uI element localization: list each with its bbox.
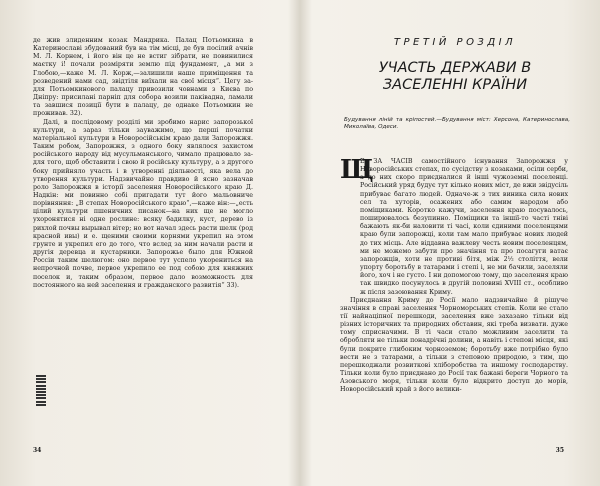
right-paragraph-1: Е ЗА ЧАСІВ самостійного існування Запорожжя у Новоросійських степах, по сусідству з козаками, осіли серби, а до них скоро приєдналися й інші чужоземні поселенці. Російський уряд будує тут кілько нових міст, де вжи звідусіль прибуває багато людей. Одначе-ж з тих виника сила нових сел та хуторів, осажених або самим народом або поміщиками. Коротко кажучи, заселення краю посувалось, поширювалось безупинно. Поміщики та іншії-то часті тніві бажають як-би наловити ті часі, коли єдиними поселенцями краю були запорожці, коли там мало прибуває нових людей до тих місць. Але віддавна важлеву честь новим поселенцям, ми не можемо забути про значіння та про посагуги ватає запорожців, хоти не противі бітя, між 2½ століття, вели упорту боротьбу в татарами і степі і, не ми бачили, заселяли його, хоч і не густо. І ни допомогою тому, що заселення краю так швидко посунулось в другій половині XVIII ст., особливо ж після зазоювання Криму.: [360, 158, 568, 296]
left-page-number: 34: [33, 447, 42, 454]
ornament-bars: [36, 375, 46, 413]
right-page-number: 35: [555, 447, 564, 454]
left-paragraph-1: де жив злиденним козак Мандрика. Палац Потьомкина в Катеринославі збудований був на тім місці, де був посілий ачнів М. Л. Корнем, і його він це не встиг зібрати, не повинилися маєтку і! почали розміряти землю під фундамент, „а ми з Глобою,—каже М. Л. Корж,—залишили наше приміщення та розведений нами сад, звідтіля виїхали на свої місця“. Цегу за-для Потьомкинового палацу привозили човнами з Києва по Дніпру: присилані парніп для собора возили паківадна, ламали та завшися позиції бути в палацу, де однаке Потьомкин не проживав. 32).: [33, 37, 253, 118]
right-page-text: [340, 155, 568, 395]
right-paragraph-2: Приєднання Криму до Росії мало надзвичайне й рішуче значіння в справі заселення Чорноморських степів. Коли не стало тії найнаціпної перешкоди, заселення вже захазано тільки від різних історичних та природних обставин, які треба визвати. дуже тому сприсначими. В ті часи стало можливим заселити та обробляти не тільки понадрічні долини, а навіть і степові місця, які були покрите глибоким чорноземом; боротьбу вже потрібно було вести не з татарами, а тільки з степовою природою, з тим, що перешкоджали розвиткові хліборобства та иншому господарству. Тільки коли було приєднано до Росії так бажані береги Чорного та Азовського моря, тільки коли було відкрито доступ до морів, Новоросійський край з його велики-: [340, 296, 568, 394]
chapter-subtitle: Будування ліній та кріпостей.—Будування міст: Херсона, Катеринослава, Миколаїва, Одеси.: [344, 117, 570, 131]
drop-cap: Щ: [340, 155, 374, 185]
chapter-label: ТРЕТІЙ РОЗДІЛ: [393, 37, 517, 48]
chapter-title-line-2: ЗАСЕЛЕННІ КРАЇНИ: [382, 77, 528, 93]
left-paragraph-2: Далі, в послідовому розділі ми зробимо нарис запорозької культури, а зараз тільки зауважимо, що перші початки матеріальної культури в Новоросійськім краю дали Запорожжя. Таким робом, Запорожжя, з одного боку являлося захистом російського народу від мусульманського, чимало працювало за-для того, щоб обставити і свою й російську культуру, а з другого боку прийняло участь і в утворенні діяльності, яка вела до утворення культури. Надзвичайно правдиво й ясно зазначав роло Запорожжя в історії заселення Новоросійського краю Д. Надкін: ми повинно собі пригадати тут його мальовниче порівняння: „В степах Новоросійського краю“,—каже він:—„есть цілий культури пшеничних писанок—на них ще не могло ухоронятися ні одне рослине: всяку бадилку, куст, дерево із рихлой почвы вырывал вітер; но вот начал здесь расти шелк (род красной ивы) и е. щеними своими корнями укрепил на этом грунте и укрепил его до того, что вслед за ним начали расти и другія деревца и кустарники. Запорожье было для Южной Россіи таким шелюгом: оно первое тут успело укорениться на непрочной почве, первое укрепило ее под собою для княжних поселок и, таким образом, первое дало возможность для постоянного на ней заселення и гражданского развитія“ 33).: [33, 118, 253, 289]
left-page-text: [33, 37, 253, 290]
chapter-title: [340, 60, 570, 94]
right-page: [300, 0, 600, 486]
chapter-title-line-1: УЧАСТЬ ДЕРЖАВИ В: [378, 60, 532, 76]
